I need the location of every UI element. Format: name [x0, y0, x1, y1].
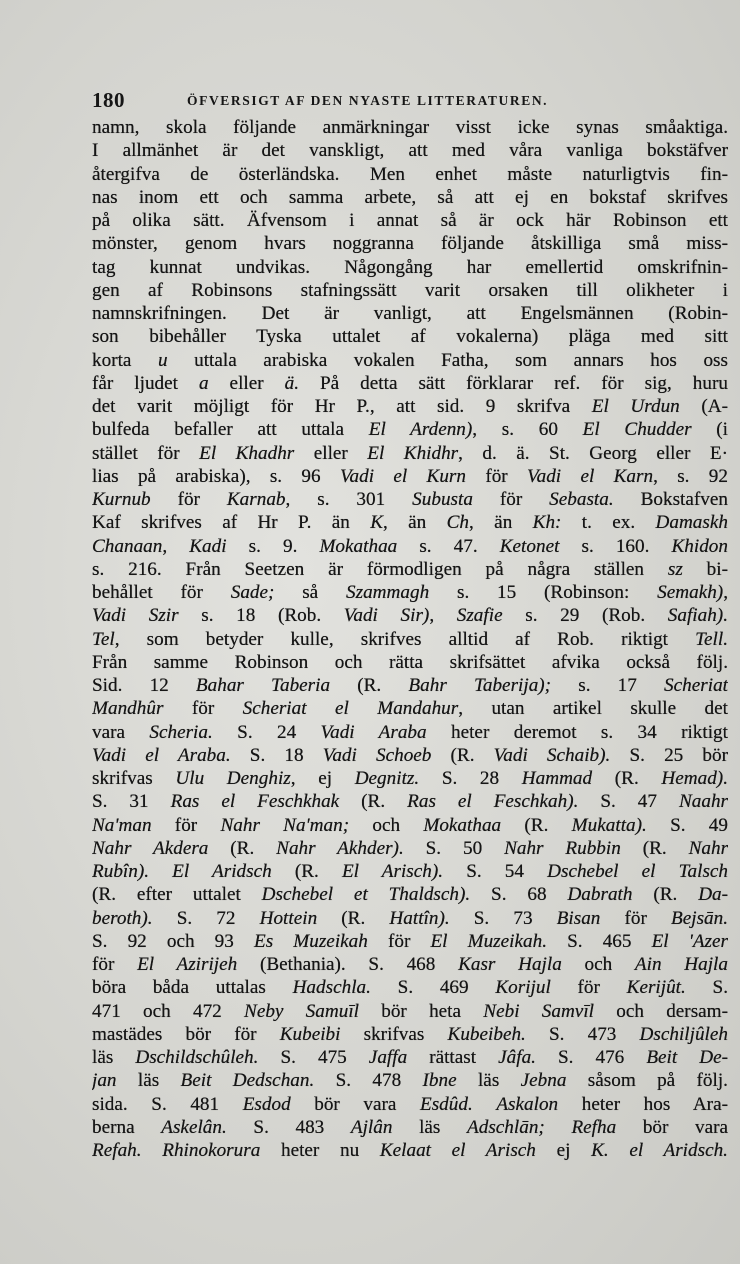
italic-term: Bahr Taberija);	[408, 675, 552, 696]
text-run: , utan artikel skulle det	[458, 698, 728, 720]
text-line	[92, 349, 728, 372]
text-line	[92, 883, 728, 906]
text-line	[92, 860, 728, 883]
italic-term: Nahr Rubbin	[504, 837, 621, 859]
text-run: korta	[92, 349, 158, 371]
text-line	[92, 1116, 728, 1139]
italic-term: Askalon	[496, 1093, 559, 1115]
italic-term: Jebna	[520, 1070, 567, 1092]
text-run: S. 18	[230, 744, 323, 766]
text-run: bör vara	[290, 1093, 420, 1115]
text-run: son bibehåller Tyska uttalet af vokalerna) pläga med sitt	[92, 326, 728, 348]
text-run: återgifva de österländska. Men enhet måste naturligtvis fin-	[92, 163, 728, 185]
italic-term: Ajlân	[350, 1116, 393, 1138]
text-run: nas inom ett och samma arbete, så att ej en bokstaf skrifves	[92, 186, 728, 208]
text-run: för	[466, 465, 528, 487]
italic-term: Scheriat	[664, 675, 728, 696]
italic-term: Bisan	[556, 907, 601, 929]
text-run: , ej	[290, 768, 355, 789]
italic-term: Ibne	[422, 1070, 457, 1092]
text-run: mastädes bör för	[92, 1023, 280, 1045]
italic-term: Kasr Hajla	[458, 954, 562, 975]
text-run: S. 483	[226, 1116, 351, 1138]
italic-term: Jaffa	[368, 1047, 408, 1068]
page-header	[92, 88, 727, 114]
italic-term: Subusta	[412, 489, 473, 510]
text-run: (R.	[317, 907, 390, 929]
text-run: S. 49	[646, 814, 728, 836]
italic-term: Hadschla.	[292, 977, 371, 999]
text-run: s. 9.	[226, 535, 320, 557]
italic-term: El Aridsch	[172, 861, 272, 882]
text-run: , än	[469, 512, 533, 534]
text-run: , som betyder kulle, skrifves alltid af Rob. riktigt	[114, 628, 696, 650]
italic-term: Hottein	[259, 907, 318, 929]
text-run: Bokstafven	[613, 489, 728, 510]
italic-term: Dschebel el Talsch	[547, 861, 728, 882]
italic-term: Hemad).	[661, 768, 728, 789]
text-line	[92, 1046, 728, 1069]
text-run: så	[274, 582, 347, 603]
text-run: t. ex.	[561, 512, 656, 534]
text-run: läs	[116, 1070, 181, 1092]
italic-term: Bahar Taberia	[195, 675, 331, 696]
italic-term: jan	[92, 1070, 117, 1092]
text-run: S. 50	[403, 837, 505, 859]
text-run: ,	[723, 582, 728, 603]
text-run: S. 476	[535, 1047, 647, 1068]
text-run: , s. 301	[285, 489, 413, 510]
text-run: S. 31	[92, 791, 171, 813]
text-run: bi-	[682, 558, 728, 580]
italic-term: Hammad	[521, 768, 593, 789]
text-run: S.	[685, 977, 728, 999]
running-title: ÖFVERSIGT AF DEN NYASTE LITTERATUREN.	[187, 93, 549, 108]
text-line	[92, 674, 728, 697]
text-run: ,	[162, 535, 190, 557]
text-line	[92, 976, 728, 999]
italic-term: Kh:	[532, 512, 562, 534]
text-run: (R.	[208, 837, 277, 859]
text-line	[92, 953, 728, 976]
text-line	[92, 907, 728, 930]
text-line	[92, 697, 728, 720]
italic-term: Hattîn).	[389, 907, 450, 929]
italic-term: Vadi Sir)	[343, 605, 430, 627]
text-line	[92, 372, 728, 395]
text-run: får ljudet	[92, 372, 199, 394]
text-run: för	[550, 977, 627, 999]
text-run: för	[600, 907, 672, 929]
text-run: (R.	[431, 744, 494, 766]
italic-term: Dschildschûleh.	[135, 1047, 259, 1068]
text-line	[92, 651, 728, 674]
text-line	[92, 814, 728, 837]
text-line	[92, 837, 728, 860]
text-run: böra båda uttalas	[92, 977, 293, 999]
text-run: rättast	[407, 1047, 499, 1068]
text-run: Från samme Robinson och rätta skrifsättet afvika också följ.	[92, 651, 728, 673]
italic-term: Nahr Akdera	[92, 837, 209, 859]
text-run: för	[92, 954, 138, 975]
italic-term: Refha	[571, 1116, 617, 1138]
italic-term: Jâfa.	[498, 1047, 536, 1068]
italic-term: Karnab	[226, 489, 286, 510]
text-run: såsom på följ.	[566, 1070, 728, 1092]
italic-term: u	[157, 349, 168, 371]
text-run: , s. 60	[472, 419, 583, 441]
italic-term: Kubeibeh.	[447, 1023, 526, 1045]
text-line	[92, 488, 728, 511]
text-run: (R.	[592, 768, 662, 789]
italic-term: Beit Dedschan.	[180, 1070, 315, 1092]
italic-term: Nebi Samvīl	[483, 1000, 594, 1022]
text-run: lias på arabiska), s. 96	[92, 465, 340, 487]
text-run: S. 73	[449, 907, 557, 929]
italic-term: Kelaat el Arisch	[379, 1140, 536, 1161]
italic-term: Sade;	[230, 582, 275, 603]
text-line	[92, 279, 728, 302]
italic-term: Safiah).	[667, 605, 728, 627]
italic-term: Ain Hajla	[634, 954, 728, 975]
text-run: för	[472, 489, 550, 510]
italic-term: Rhinokorura	[162, 1140, 261, 1161]
text-run: det varit möjligt för Hr P., att sid. 9 skrifva	[92, 396, 592, 417]
text-line	[92, 1093, 728, 1116]
italic-term: Es Muzeikah	[253, 930, 368, 952]
italic-term: Korijul	[495, 977, 551, 999]
text-run: skrifvas	[92, 768, 176, 789]
text-run: behållet för	[92, 582, 231, 603]
text-line	[92, 721, 728, 744]
text-run: för	[367, 930, 431, 952]
text-run: S. 478	[314, 1070, 423, 1092]
text-line	[92, 1023, 728, 1046]
text-run: S. 473	[525, 1023, 640, 1045]
text-run: S. 72	[152, 907, 260, 929]
text-run: S. 24	[212, 721, 321, 743]
italic-term: El 'Azer	[651, 930, 728, 952]
text-run: skrifvas	[340, 1023, 448, 1045]
italic-term: Kadi	[189, 535, 227, 557]
text-run: (A-	[679, 396, 728, 417]
text-line	[92, 604, 728, 627]
italic-term: Rubîn).	[92, 861, 150, 882]
italic-term: Neby Samuīl	[244, 1000, 359, 1022]
italic-term: Scheriat el Mandahur	[242, 698, 459, 720]
italic-term: El Azirijeh	[137, 954, 238, 975]
text-run: tag kunnat undvikas. Någongång har emellertid omskrifnin-	[92, 256, 728, 278]
italic-term: Mokathaa	[423, 814, 502, 836]
italic-term: Dabrath	[567, 884, 633, 906]
text-line	[92, 442, 728, 465]
italic-term: El Khadhr	[199, 442, 295, 464]
italic-term: El Ardenn)	[368, 419, 473, 441]
italic-term: Bejsān.	[671, 907, 728, 929]
text-run: (R. efter uttalet	[92, 884, 262, 906]
text-run: och	[561, 954, 635, 975]
text-run: namnskrifningen. Det är vanligt, att Engelsmännen (Robin-	[92, 303, 728, 324]
italic-term: a	[198, 372, 209, 394]
italic-term: Nahr Akhder).	[276, 837, 404, 859]
text-run: s. 160.	[559, 535, 672, 557]
text-line	[92, 209, 728, 232]
text-run: s. 47.	[397, 535, 500, 557]
italic-term: Naahr	[678, 791, 728, 813]
italic-term: Ketonet	[499, 535, 560, 557]
italic-term: K. el Aridsch.	[591, 1140, 728, 1161]
text-line	[92, 535, 728, 558]
italic-term: Mokathaa	[319, 535, 398, 557]
text-run: stället för	[92, 442, 200, 464]
text-run	[142, 1140, 163, 1161]
text-run: s. 18 (Rob.	[178, 605, 344, 627]
text-line	[92, 116, 728, 139]
text-run: berna	[92, 1116, 162, 1138]
italic-term: Tell.	[695, 628, 728, 650]
text-run: , än	[383, 512, 447, 534]
italic-term: Esdod	[242, 1093, 291, 1115]
italic-term: Damaskh	[655, 512, 728, 534]
italic-term: El Arisch).	[341, 861, 444, 882]
italic-term: Vadi Araba	[320, 721, 427, 743]
text-run: läs	[392, 1116, 467, 1138]
text-run: Kaf skrifves af Hr P. än	[92, 512, 371, 534]
text-run: uttala arabiska vokalen Fatha, som annars hos oss	[167, 349, 728, 371]
italic-term: Vadi el Kurn	[339, 465, 466, 487]
italic-term: Mandhûr	[92, 698, 164, 720]
italic-term: Nahr	[688, 837, 728, 859]
text-run: eller	[208, 372, 285, 394]
italic-term: Vadi Schaib).	[493, 744, 611, 766]
italic-term: El Chudder	[582, 419, 692, 441]
text-line	[92, 465, 728, 488]
text-line	[92, 767, 728, 790]
text-run: (R.	[339, 791, 408, 813]
italic-term: Khidon	[671, 535, 728, 557]
text-line	[92, 139, 728, 162]
text-line	[92, 302, 728, 325]
italic-term: Sebasta.	[549, 489, 614, 510]
text-run: sida. S. 481	[92, 1093, 243, 1115]
text-run: vara	[92, 721, 150, 743]
text-run: (R.	[620, 837, 689, 859]
text-run: (R.	[501, 814, 572, 836]
text-run: ej	[535, 1140, 592, 1161]
text-line	[92, 256, 728, 279]
text-run	[545, 1117, 572, 1138]
text-run: mönster, genom hvars noggranna följande åtskilliga små miss-	[92, 233, 728, 255]
italic-term: beroth).	[92, 907, 153, 929]
italic-term: Ras el Feschkah).	[407, 791, 579, 813]
text-run: gen af Robinsons stafningssätt varit orsaken till olikheter i	[92, 279, 728, 301]
text-run: (Bethania). S. 468	[237, 954, 459, 975]
text-line	[92, 744, 728, 767]
text-run: för	[163, 698, 243, 720]
text-line	[92, 418, 728, 441]
text-run: S. 47	[578, 791, 679, 813]
text-run: S. 465	[547, 930, 652, 952]
italic-term: Degnitz.	[354, 768, 420, 789]
text-run: (R.	[632, 884, 699, 906]
text-line	[92, 930, 728, 953]
italic-term: Kubeibi	[279, 1023, 341, 1045]
italic-term: Adschlān;	[467, 1116, 545, 1138]
text-line	[92, 232, 728, 255]
text-run: 471 och 472	[92, 1000, 245, 1022]
text-run: S. 92 och 93	[92, 930, 254, 952]
italic-term: El Urdun	[591, 396, 680, 417]
text-run: På detta sätt förklarar ref. för sig, huru	[299, 372, 728, 394]
italic-term: Vadi Schoeb	[322, 744, 432, 766]
text-run: ,	[429, 605, 457, 627]
italic-term: Refah.	[92, 1140, 142, 1161]
text-run: bulfeda befaller att uttala	[92, 419, 369, 441]
text-line	[92, 558, 728, 581]
text-run: Sid. 12	[92, 675, 196, 696]
text-run: namn, skola följande anmärkningar visst icke synas småaktiga.	[92, 117, 728, 138]
text-line	[92, 511, 728, 534]
text-run: (i	[691, 419, 728, 441]
text-run: (R.	[330, 675, 409, 696]
italic-term: sz	[667, 558, 683, 580]
text-run: s. 17	[551, 675, 665, 696]
text-run: och dersam-	[594, 1000, 728, 1022]
italic-term: Szafie	[456, 605, 503, 627]
italic-term: Da-	[698, 884, 728, 906]
text-run: eller	[294, 442, 368, 464]
text-run	[149, 861, 172, 882]
italic-term: Ch	[446, 512, 470, 534]
text-line	[92, 1139, 728, 1162]
italic-term: Ulu Denghiz	[175, 768, 291, 789]
italic-term: Kerijût.	[626, 977, 686, 999]
italic-term: Askelân.	[161, 1116, 227, 1138]
text-run: heter nu	[260, 1140, 380, 1161]
italic-term: Beit De-	[646, 1047, 728, 1068]
italic-term: K	[370, 512, 384, 534]
italic-term: Vadi Szir	[92, 605, 179, 627]
text-line	[92, 186, 728, 209]
italic-term: Chanaan	[92, 535, 163, 557]
italic-term: El Khidhr	[367, 442, 459, 464]
text-line	[92, 1069, 728, 1092]
italic-term: Ras el Feschkhak	[170, 791, 340, 813]
text-run: S. 469	[370, 977, 496, 999]
italic-term: ä.	[284, 372, 300, 394]
italic-term: Tel	[92, 628, 115, 650]
text-run: läs	[456, 1070, 521, 1092]
text-line	[92, 790, 728, 813]
text-run: , s. 92	[653, 465, 728, 487]
italic-term: Vadi el Araba.	[92, 744, 231, 766]
text-run: heter hos Ara-	[558, 1093, 728, 1115]
italic-term: El Muzeikah.	[430, 930, 548, 952]
italic-term: Nahr Na'man;	[220, 814, 350, 836]
text-run: S. 475	[258, 1047, 369, 1068]
italic-term: Scheria.	[149, 721, 213, 743]
italic-term: Mukatta).	[571, 814, 647, 836]
italic-term: Kurnub	[92, 489, 151, 510]
text-line	[92, 395, 728, 418]
text-line	[92, 628, 728, 651]
text-run: för	[151, 814, 221, 836]
page-number: 180	[92, 88, 125, 112]
italic-term: Vadi el Karn	[527, 465, 654, 487]
text-run: s. 29 (Rob.	[502, 605, 668, 627]
italic-term: Dschebel et Thaldsch).	[261, 884, 471, 906]
text-run: på olika sätt. Äfvensom i annat så är ock här Robinson ett	[92, 210, 728, 231]
text-run: läs	[92, 1047, 136, 1068]
text-run: och	[349, 814, 424, 836]
text-run	[473, 1094, 497, 1115]
body-text	[92, 116, 728, 1162]
text-run: bör vara	[616, 1116, 728, 1138]
text-run: heter deremot s. 34 riktigt	[426, 721, 728, 743]
italic-term: Semakh)	[657, 582, 724, 603]
text-line	[92, 325, 728, 348]
text-run: (R.	[271, 861, 342, 882]
text-run: S. 28	[419, 768, 522, 789]
italic-term: Dschiljûleh	[639, 1023, 728, 1045]
italic-term: Na'man	[92, 814, 152, 836]
text-run: S. 25 bör	[610, 744, 728, 766]
text-run: S. 54	[443, 861, 548, 882]
text-run: S. 68	[470, 884, 568, 906]
italic-term: Szammagh	[346, 582, 430, 603]
text-line	[92, 581, 728, 604]
text-run: bör heta	[359, 1000, 484, 1022]
text-line	[92, 1000, 728, 1023]
text-run: I allmänhet är det vanskligt, att med våra vanliga bokstäfver	[92, 140, 728, 162]
text-run: för	[150, 489, 227, 510]
italic-term: Esdûd.	[419, 1093, 473, 1115]
text-line	[92, 163, 728, 186]
text-run: , d. ä. St. Georg eller E·	[458, 442, 728, 464]
text-run: s. 15 (Robinson:	[429, 582, 658, 603]
text-run: s. 216. Från Seetzen är förmodligen på några ställen	[92, 558, 668, 580]
